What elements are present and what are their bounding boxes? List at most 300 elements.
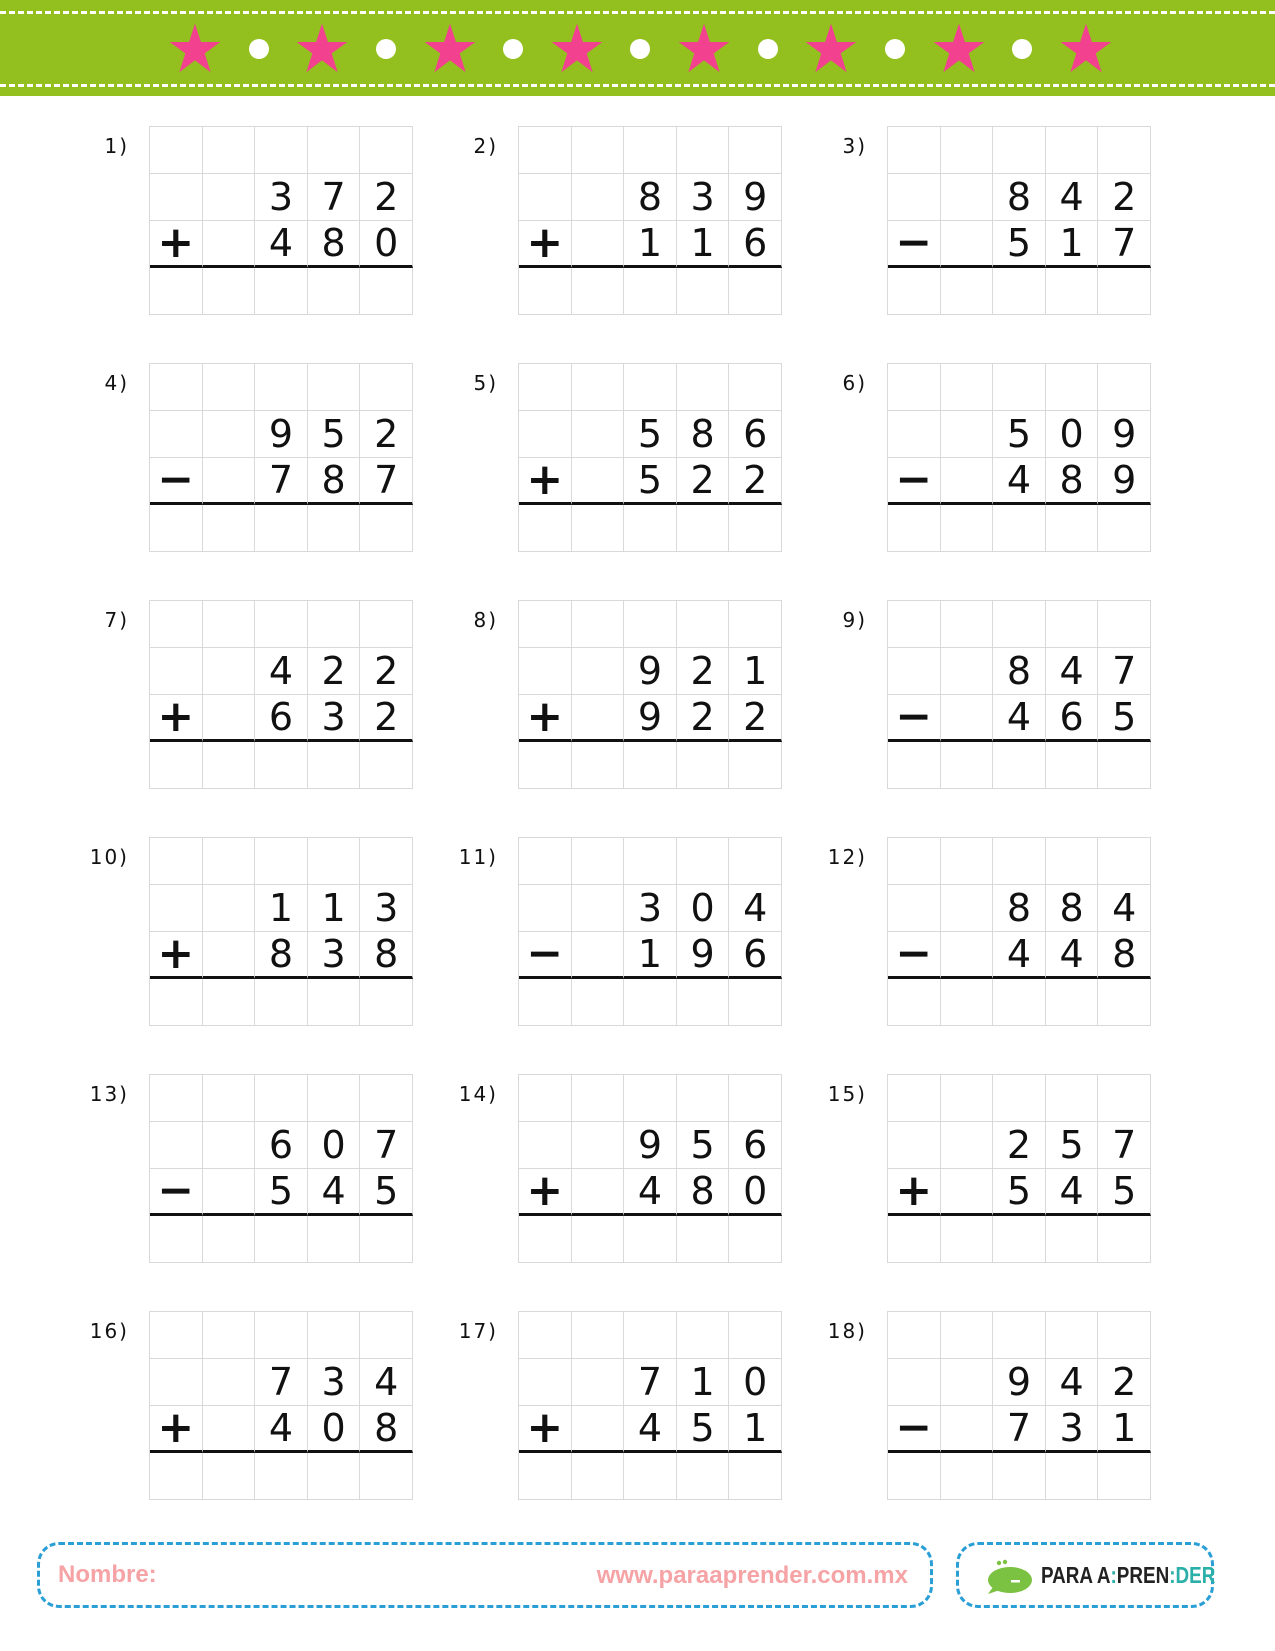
grid-cell — [941, 411, 994, 458]
answer-cell[interactable] — [677, 1453, 730, 1500]
problem-8 — [473, 600, 793, 800]
top-digit: 3 — [308, 1359, 361, 1406]
top-digit: 8 — [993, 174, 1046, 221]
grid-cell — [941, 695, 994, 742]
bottom-digit: 1 — [677, 221, 730, 268]
problem-grid-cells — [887, 1311, 1151, 1500]
answer-cell[interactable] — [729, 505, 782, 552]
answer-cell[interactable] — [150, 1216, 203, 1263]
answer-cell[interactable] — [888, 505, 941, 552]
top-digit: 0 — [1046, 411, 1099, 458]
top-digit: 1 — [729, 648, 782, 695]
answer-cell[interactable] — [993, 979, 1046, 1026]
grid-cell — [729, 601, 782, 648]
problem-number: 18) — [827, 1319, 867, 1343]
answer-cell[interactable] — [729, 979, 782, 1026]
answer-cell[interactable] — [677, 1216, 730, 1263]
dot-icon — [630, 39, 650, 59]
answer-cell[interactable] — [360, 742, 413, 789]
top-digit: 2 — [308, 648, 361, 695]
bottom-digit: 0 — [308, 1406, 361, 1453]
grid-cell — [941, 1122, 994, 1169]
grid-cell — [624, 838, 677, 885]
grid-cell — [360, 127, 413, 174]
grid-cell — [677, 1075, 730, 1122]
top-digit: 6 — [729, 411, 782, 458]
answer-cell[interactable] — [572, 742, 625, 789]
answer-cell[interactable] — [1046, 979, 1099, 1026]
website-url: www.paraaprender.com.mx — [596, 1562, 908, 1589]
bottom-digit: 3 — [308, 932, 361, 979]
bottom-digit: 3 — [1046, 1406, 1099, 1453]
grid-cell — [203, 1359, 256, 1406]
answer-cell[interactable] — [519, 1453, 572, 1500]
top-digit: 8 — [993, 648, 1046, 695]
grid-cell — [993, 364, 1046, 411]
answer-cell[interactable] — [203, 979, 256, 1026]
grid-cell — [255, 838, 308, 885]
name-box — [37, 1542, 933, 1608]
logo-wordmark: PARA A:PREN:DER — [1041, 1562, 1216, 1588]
answer-cell[interactable] — [360, 979, 413, 1026]
top-digit: 8 — [624, 174, 677, 221]
problem-grid-cells — [518, 1311, 782, 1500]
grid-cell — [150, 411, 203, 458]
top-digit: 7 — [255, 1359, 308, 1406]
operator-sign: + — [150, 932, 203, 979]
answer-cell[interactable] — [888, 742, 941, 789]
problem-number: 3) — [842, 134, 867, 158]
answer-cell[interactable] — [677, 505, 730, 552]
problem-2 — [473, 126, 793, 326]
bottom-digit: 4 — [255, 221, 308, 268]
grid-cell — [729, 1312, 782, 1359]
answer-cell[interactable] — [203, 1453, 256, 1500]
problem-grid-cells — [149, 837, 413, 1026]
grid-cell — [572, 221, 625, 268]
answer-cell[interactable] — [1046, 1216, 1099, 1263]
answer-cell[interactable] — [888, 268, 941, 315]
bottom-digit: 7 — [993, 1406, 1046, 1453]
answer-cell[interactable] — [308, 268, 361, 315]
answer-cell[interactable] — [1098, 1216, 1151, 1263]
answer-cell[interactable] — [993, 1453, 1046, 1500]
bottom-digit: 8 — [1098, 932, 1151, 979]
answer-cell[interactable] — [519, 505, 572, 552]
grid-cell — [941, 648, 994, 695]
grid-cell — [729, 127, 782, 174]
top-digit: 6 — [729, 1122, 782, 1169]
answer-cell[interactable] — [150, 1453, 203, 1500]
grid-cell — [519, 648, 572, 695]
grid-cell — [941, 1312, 994, 1359]
answer-cell[interactable] — [941, 505, 994, 552]
bottom-digit: 5 — [1098, 695, 1151, 742]
answer-cell[interactable] — [729, 742, 782, 789]
bottom-digit: 8 — [308, 221, 361, 268]
bottom-digit: 6 — [255, 695, 308, 742]
answer-cell[interactable] — [993, 505, 1046, 552]
problem-grid-cells — [149, 600, 413, 789]
grid-cell — [360, 1075, 413, 1122]
answer-cell[interactable] — [1098, 1453, 1151, 1500]
problem-number: 9) — [842, 608, 867, 632]
grid-cell — [203, 885, 256, 932]
bottom-digit: 6 — [729, 221, 782, 268]
bottom-digit: 4 — [993, 458, 1046, 505]
grid-cell — [203, 1075, 256, 1122]
grid-cell — [677, 127, 730, 174]
grid-cell — [624, 127, 677, 174]
answer-cell[interactable] — [519, 1216, 572, 1263]
dot-icon — [885, 39, 905, 59]
bottom-digit: 2 — [677, 458, 730, 505]
answer-cell[interactable] — [255, 1216, 308, 1263]
problem-number: 10) — [89, 845, 129, 869]
grid-cell — [941, 838, 994, 885]
answer-cell[interactable] — [941, 742, 994, 789]
answer-cell[interactable] — [150, 742, 203, 789]
grid-cell — [941, 127, 994, 174]
problem-grid-cells — [149, 1074, 413, 1263]
answer-cell[interactable] — [150, 268, 203, 315]
answer-cell[interactable] — [150, 505, 203, 552]
top-digit: 9 — [255, 411, 308, 458]
grid-cell — [993, 1312, 1046, 1359]
answer-cell[interactable] — [308, 505, 361, 552]
grid-cell — [1098, 1312, 1151, 1359]
answer-cell[interactable] — [572, 1453, 625, 1500]
grid-cell — [888, 1312, 941, 1359]
answer-cell[interactable] — [993, 742, 1046, 789]
problem-18 — [827, 1311, 1162, 1511]
grid-cell — [255, 1312, 308, 1359]
dot-icon — [758, 39, 778, 59]
problem-6 — [842, 363, 1162, 563]
grid-cell — [519, 1075, 572, 1122]
answer-cell[interactable] — [360, 268, 413, 315]
answer-cell[interactable] — [1098, 979, 1151, 1026]
answer-cell[interactable] — [624, 268, 677, 315]
top-digit: 4 — [1046, 648, 1099, 695]
bottom-digit: 8 — [360, 1406, 413, 1453]
operator-sign: − — [888, 221, 941, 268]
grid-cell — [572, 364, 625, 411]
grid-cell — [993, 601, 1046, 648]
star-icon — [1059, 22, 1113, 76]
bottom-digit: 9 — [677, 932, 730, 979]
answer-cell[interactable] — [941, 1453, 994, 1500]
problem-number: 5) — [473, 371, 498, 395]
top-digit: 4 — [1046, 174, 1099, 221]
top-digit: 7 — [360, 1122, 413, 1169]
answer-cell[interactable] — [150, 979, 203, 1026]
grid-cell — [203, 932, 256, 979]
bottom-digit: 1 — [624, 932, 677, 979]
top-digit: 4 — [1098, 885, 1151, 932]
grid-cell — [572, 127, 625, 174]
grid-cell — [572, 1312, 625, 1359]
top-digit: 8 — [993, 885, 1046, 932]
top-digit: 2 — [993, 1122, 1046, 1169]
grid-cell — [519, 364, 572, 411]
operator-sign: + — [519, 1169, 572, 1216]
top-digit: 4 — [729, 885, 782, 932]
answer-cell[interactable] — [572, 505, 625, 552]
answer-cell[interactable] — [255, 979, 308, 1026]
problem-number: 11) — [458, 845, 498, 869]
answer-cell[interactable] — [203, 505, 256, 552]
grid-cell — [993, 1075, 1046, 1122]
answer-cell[interactable] — [203, 742, 256, 789]
answer-cell[interactable] — [624, 979, 677, 1026]
answer-cell[interactable] — [624, 1216, 677, 1263]
name-label: Nombre: — [58, 1561, 157, 1588]
grid-cell — [308, 127, 361, 174]
top-digit: 3 — [255, 174, 308, 221]
answer-cell[interactable] — [624, 742, 677, 789]
answer-cell[interactable] — [941, 979, 994, 1026]
top-digit: 9 — [1098, 411, 1151, 458]
grid-cell — [203, 838, 256, 885]
answer-cell[interactable] — [677, 268, 730, 315]
grid-cell — [1046, 1312, 1099, 1359]
answer-cell[interactable] — [572, 1216, 625, 1263]
answer-cell[interactable] — [255, 505, 308, 552]
bottom-digit: 8 — [677, 1169, 730, 1216]
problem-grid-cells — [887, 600, 1151, 789]
answer-cell[interactable] — [1046, 742, 1099, 789]
answer-cell[interactable] — [519, 742, 572, 789]
grid-cell — [150, 1312, 203, 1359]
answer-cell[interactable] — [1098, 505, 1151, 552]
answer-cell[interactable] — [308, 1453, 361, 1500]
speech-bubble-icon — [985, 1559, 1033, 1595]
problem-number: 2) — [473, 134, 498, 158]
bottom-digit: 2 — [677, 695, 730, 742]
grid-cell — [677, 1312, 730, 1359]
grid-cell — [1098, 364, 1151, 411]
grid-cell — [360, 364, 413, 411]
grid-cell — [572, 174, 625, 221]
bottom-digit: 1 — [729, 1406, 782, 1453]
answer-cell[interactable] — [729, 1216, 782, 1263]
answer-cell[interactable] — [255, 268, 308, 315]
answer-cell[interactable] — [729, 1453, 782, 1500]
answer-cell[interactable] — [888, 1453, 941, 1500]
dot-icon — [503, 39, 523, 59]
grid-cell — [150, 127, 203, 174]
top-digit: 9 — [624, 648, 677, 695]
bottom-digit: 4 — [1046, 1169, 1099, 1216]
answer-cell[interactable] — [1098, 742, 1151, 789]
grid-cell — [993, 127, 1046, 174]
banner-decoration-row — [168, 18, 1113, 80]
bottom-digit: 0 — [729, 1169, 782, 1216]
top-digit: 1 — [308, 885, 361, 932]
answer-cell[interactable] — [360, 1453, 413, 1500]
answer-cell[interactable] — [888, 1216, 941, 1263]
top-digit: 4 — [255, 648, 308, 695]
grid-cell — [888, 411, 941, 458]
grid-cell — [941, 1169, 994, 1216]
answer-cell[interactable] — [519, 979, 572, 1026]
problem-grid-cells — [149, 1311, 413, 1500]
answer-cell[interactable] — [572, 268, 625, 315]
grid-cell — [203, 411, 256, 458]
problem-grid-cells — [887, 126, 1151, 315]
grid-cell — [203, 1169, 256, 1216]
answer-cell[interactable] — [941, 268, 994, 315]
answer-cell[interactable] — [308, 1216, 361, 1263]
grid-cell — [519, 1359, 572, 1406]
bottom-digit: 5 — [360, 1169, 413, 1216]
answer-cell[interactable] — [993, 1216, 1046, 1263]
operator-sign: + — [150, 695, 203, 742]
grid-cell — [677, 838, 730, 885]
grid-cell — [572, 648, 625, 695]
grid-cell — [150, 1359, 203, 1406]
bottom-digit: 5 — [1098, 1169, 1151, 1216]
grid-cell — [572, 1075, 625, 1122]
answer-cell[interactable] — [360, 1216, 413, 1263]
grid-cell — [888, 364, 941, 411]
grid-cell — [519, 1312, 572, 1359]
answer-cell[interactable] — [677, 742, 730, 789]
answer-cell[interactable] — [572, 979, 625, 1026]
problem-14 — [458, 1074, 793, 1274]
answer-cell[interactable] — [624, 1453, 677, 1500]
problem-15 — [827, 1074, 1162, 1274]
grid-cell — [255, 364, 308, 411]
answer-cell[interactable] — [1046, 505, 1099, 552]
top-digit: 1 — [255, 885, 308, 932]
bottom-digit: 1 — [624, 221, 677, 268]
grid-cell — [150, 601, 203, 648]
problem-3 — [842, 126, 1162, 326]
answer-cell[interactable] — [888, 979, 941, 1026]
grid-cell — [888, 885, 941, 932]
logo-box — [956, 1542, 1214, 1608]
problem-number: 13) — [89, 1082, 129, 1106]
problem-number: 14) — [458, 1082, 498, 1106]
answer-cell[interactable] — [308, 742, 361, 789]
top-digit: 2 — [360, 174, 413, 221]
answer-cell[interactable] — [360, 505, 413, 552]
grid-cell — [255, 1075, 308, 1122]
operator-sign: + — [150, 221, 203, 268]
answer-cell[interactable] — [255, 1453, 308, 1500]
grid-cell — [1098, 127, 1151, 174]
answer-cell[interactable] — [519, 268, 572, 315]
answer-cell[interactable] — [1046, 268, 1099, 315]
bottom-digit: 8 — [1046, 458, 1099, 505]
grid-cell — [308, 838, 361, 885]
grid-cell — [729, 364, 782, 411]
star-icon — [804, 22, 858, 76]
grid-cell — [941, 221, 994, 268]
dot-icon — [1012, 39, 1032, 59]
bottom-digit: 5 — [255, 1169, 308, 1216]
grid-cell — [203, 1312, 256, 1359]
bottom-digit: 3 — [308, 695, 361, 742]
grid-cell — [150, 174, 203, 221]
problem-number: 12) — [827, 845, 867, 869]
answer-cell[interactable] — [255, 742, 308, 789]
answer-cell[interactable] — [1098, 268, 1151, 315]
problem-number: 15) — [827, 1082, 867, 1106]
problem-number: 4) — [104, 371, 129, 395]
bottom-digit: 4 — [993, 932, 1046, 979]
grid-cell — [729, 838, 782, 885]
top-digit: 0 — [308, 1122, 361, 1169]
grid-cell — [203, 221, 256, 268]
bottom-digit: 8 — [255, 932, 308, 979]
top-digit: 7 — [1098, 648, 1151, 695]
answer-cell[interactable] — [203, 1216, 256, 1263]
grid-cell — [150, 648, 203, 695]
bottom-digit: 4 — [1046, 932, 1099, 979]
grid-cell — [888, 174, 941, 221]
answer-cell[interactable] — [308, 979, 361, 1026]
bottom-digit: 2 — [360, 695, 413, 742]
grid-cell — [572, 838, 625, 885]
top-digit: 5 — [308, 411, 361, 458]
grid-cell — [572, 932, 625, 979]
answer-cell[interactable] — [993, 268, 1046, 315]
grid-cell — [941, 601, 994, 648]
grid-cell — [888, 1359, 941, 1406]
answer-cell[interactable] — [203, 268, 256, 315]
bottom-digit: 7 — [1098, 221, 1151, 268]
bottom-digit: 4 — [993, 695, 1046, 742]
problem-16 — [89, 1311, 424, 1511]
grid-cell — [203, 174, 256, 221]
bottom-digit: 4 — [624, 1406, 677, 1453]
answer-cell[interactable] — [624, 505, 677, 552]
grid-cell — [677, 601, 730, 648]
problem-1 — [104, 126, 424, 326]
answer-cell[interactable] — [677, 979, 730, 1026]
grid-cell — [150, 364, 203, 411]
grid-cell — [150, 838, 203, 885]
top-digit: 4 — [360, 1359, 413, 1406]
grid-cell — [624, 1075, 677, 1122]
operator-sign: + — [519, 458, 572, 505]
operator-sign: − — [519, 932, 572, 979]
answer-cell[interactable] — [941, 1216, 994, 1263]
grid-cell — [941, 932, 994, 979]
grid-cell — [203, 1122, 256, 1169]
top-digit: 5 — [1046, 1122, 1099, 1169]
answer-cell[interactable] — [729, 268, 782, 315]
problem-10 — [89, 837, 424, 1037]
problem-number: 17) — [458, 1319, 498, 1343]
top-digit: 5 — [624, 411, 677, 458]
star-icon — [295, 22, 349, 76]
grid-cell — [308, 364, 361, 411]
grid-cell — [519, 601, 572, 648]
top-digit: 3 — [360, 885, 413, 932]
grid-cell — [150, 885, 203, 932]
grid-cell — [624, 1312, 677, 1359]
answer-cell[interactable] — [1046, 1453, 1099, 1500]
grid-cell — [572, 458, 625, 505]
problem-5 — [473, 363, 793, 563]
grid-cell — [572, 885, 625, 932]
bottom-digit: 5 — [993, 1169, 1046, 1216]
bottom-digit: 4 — [624, 1169, 677, 1216]
